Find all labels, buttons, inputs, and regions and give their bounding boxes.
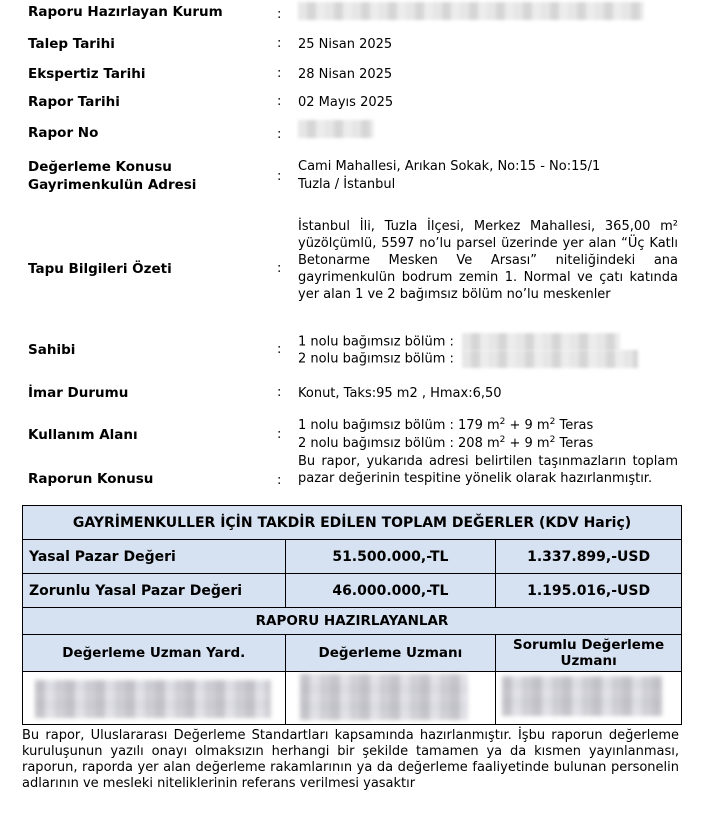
sahibi-line-2: [298, 350, 678, 368]
value-tl: 51.500.000,-TL: [285, 540, 496, 574]
sahibi-line-1-label: 1 nolu bağımsız bölüm :: [298, 334, 454, 350]
sahibi-1-redacted: [462, 333, 620, 351]
preparers-title: RAPORU HAZIRLAYANLAR: [23, 608, 682, 635]
rapor-no-label: Rapor No: [28, 125, 99, 141]
signature-redacted: [23, 672, 286, 725]
preparer-role: Değerleme Uzmanı: [285, 635, 496, 672]
ekspertiz-label: Ekspertiz Tarihi: [28, 66, 146, 82]
colon: :: [277, 127, 282, 142]
value-name: Yasal Pazar Değeri: [23, 540, 286, 574]
rapor-tarihi-value: 02 Mayıs 2025: [298, 95, 394, 110]
colon: :: [277, 385, 282, 400]
adres-value-2: Tuzla / İstanbul: [298, 177, 396, 192]
kullanim-line-1: 1 nolu bağımsız bölüm : 179 $m^2 + 9$ $m^2$ Teras: [298, 417, 594, 433]
values-table-title: GAYRİMENKULLER İÇİN TAKDİR EDİLEN TOPLAM DEĞERLER (KDV Hariç): [23, 506, 682, 540]
table-row: [23, 574, 682, 608]
preparers-header-row: [23, 635, 682, 672]
sahibi-line-2-label: 2 nolu bağımsız bölüm :: [298, 351, 454, 367]
colon: :: [277, 94, 282, 109]
value-usd: 1.195.016,-USD: [496, 574, 682, 608]
adres-label-1: Değerleme Konusu: [28, 159, 172, 175]
sahibi-label: Sahibi: [28, 342, 76, 358]
colon: :: [277, 66, 282, 81]
rapor-no-redacted: [298, 120, 678, 138]
value-name: Zorunlu Yasal Pazar Değeri: [23, 574, 286, 608]
preparer-role: Sorumlu Değerleme Uzmanı: [496, 635, 682, 672]
ekspertiz-value: 28 Nisan 2025: [298, 67, 393, 82]
imar-value: Konut, Taks:95 m2 , Hmax:6,50: [298, 386, 502, 401]
value-usd: 1.337.899,-USD: [496, 540, 682, 574]
values-table: [22, 505, 682, 725]
signature-redacted: [496, 672, 682, 725]
sahibi-2-redacted: [462, 350, 638, 368]
rapor-tarihi-label: Rapor Tarihi: [28, 94, 120, 110]
colon: :: [277, 342, 282, 357]
kullanim-line-2: 2 nolu bağımsız bölüm : 208 $m^2 + 9$ $m^2$ Teras: [298, 435, 594, 451]
colon: :: [277, 7, 282, 22]
kurum-value-redacted: [298, 2, 678, 20]
colon: :: [277, 169, 282, 184]
kullanim-label: Kullanım Alanı: [28, 427, 138, 443]
preparer-role: Değerleme Uzman Yard.: [23, 635, 286, 672]
talep-label: Talep Tarihi: [28, 36, 115, 52]
table-row: [23, 540, 682, 574]
adres-value-1: Cami Mahallesi, Arıkan Sokak, No:15 - No:15/1: [298, 159, 601, 174]
kurum-label: Raporu Hazırlayan Kurum: [28, 4, 223, 20]
colon: :: [277, 36, 282, 51]
sahibi-line-1: [298, 333, 678, 351]
tapu-label: Tapu Bilgileri Özeti: [28, 261, 172, 277]
colon: :: [277, 261, 282, 276]
value-tl: 46.000.000,-TL: [285, 574, 496, 608]
signature-redacted: [285, 672, 496, 725]
talep-value: 25 Nisan 2025: [298, 37, 393, 52]
adres-label-2: Gayrimenkulün Adresi: [28, 177, 197, 193]
imar-label: İmar Durumu: [28, 385, 129, 401]
signature-row: [23, 672, 682, 725]
konu-label: Raporun Konusu: [28, 471, 154, 487]
colon: :: [277, 473, 282, 488]
disclaimer-text: Bu rapor, Uluslararası Değerleme Standartları kapsamında hazırlanmıştır. İşbu raporun değerleme kuruluşunun yazılı onayı olmaksızın herhangi bir şekilde tamamen ya da kısmen yayınlanması, raporun, raporda yer alan değerleme rakamlarının ya da değerleme faaliyetinde bulunan personelin adlarının ve mesleki niteliklerinin referans verilmesi yasaktır: [22, 728, 679, 791]
colon: :: [277, 427, 282, 442]
tapu-value: İstanbul İli, Tuzla İlçesi, Merkez Mahallesi, 365,00 m² yüzölçümlü, 5597 no’lu parsel üzerinde yer alan “Üç Katlı Betonarme Mesken Ve Arsası” niteliğindeki ana gayrimenkulün bodrum zemin 1. Normal ve çatı katında yer alan 1 ve 2 bağımsız bölüm no’lu meskenler: [298, 219, 678, 302]
konu-value: Bu rapor, yukarıda adresi belirtilen taşınmazların toplam pazar değerinin tespitine yönelik olarak hazırlanmıştır.: [298, 454, 678, 486]
